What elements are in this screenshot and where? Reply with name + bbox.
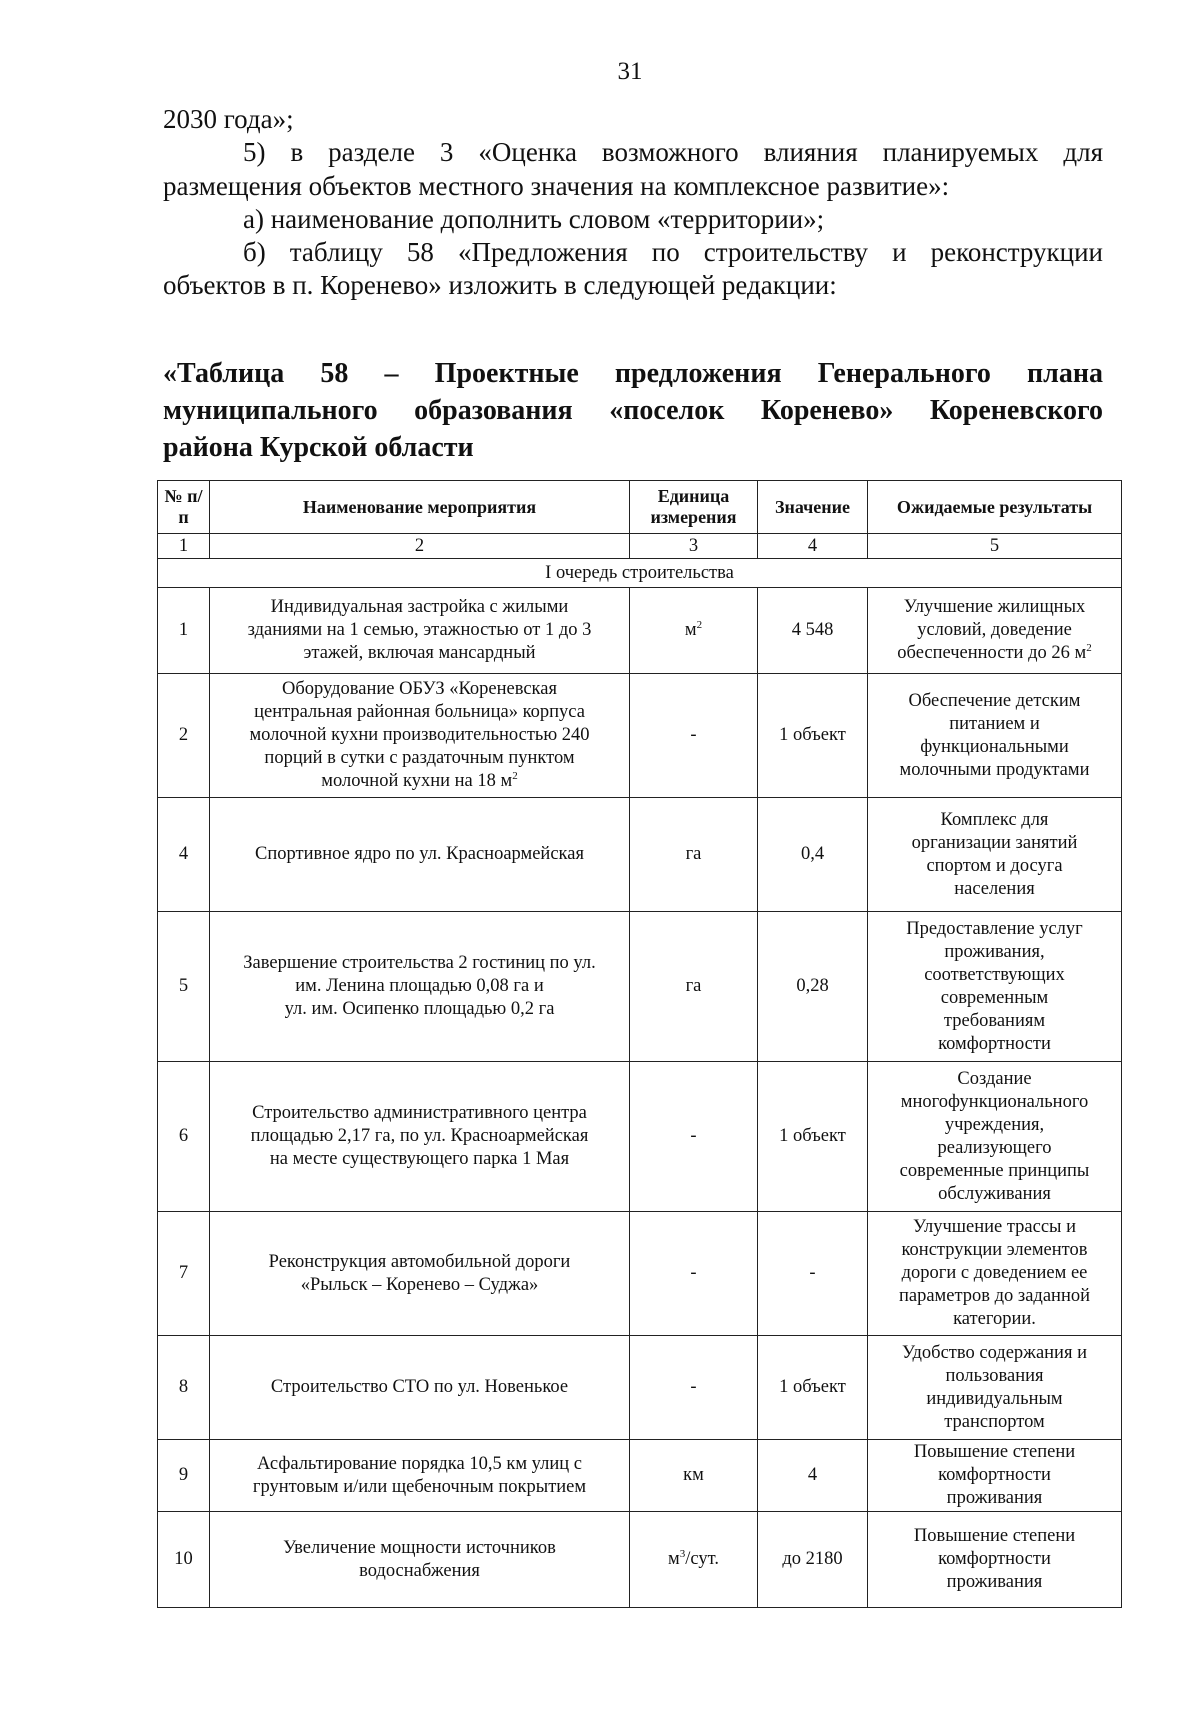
column-index-row (158, 534, 1122, 559)
row-name: Завершение строительства 2 гостиниц по ул. им. Ленина площадью 0,08 га и ул. им. Осипенко площадью 0,2 га (210, 912, 630, 1062)
row-num: 10 (158, 1512, 210, 1608)
row-result: Улучшение трассы и конструкции элементов дороги с доведением ее параметров до заданной категории. (868, 1212, 1122, 1336)
table-row (158, 1512, 1122, 1608)
table-row (158, 588, 1122, 674)
row-value: 4 548 (758, 588, 868, 674)
table-row (158, 674, 1122, 798)
table-row (158, 798, 1122, 912)
table-row (158, 1336, 1122, 1440)
row-unit: $м^2$ (630, 588, 758, 674)
row-num: 7 (158, 1212, 210, 1336)
col-index: 3 (630, 534, 758, 559)
row-num: 1 (158, 588, 210, 674)
row-name: Индивидуальная застройка с жилыми зданиями на 1 семью, этажностью от 1 до 3 этажей, включая мансардный (210, 588, 630, 674)
stage-label: I очередь строительства (158, 559, 1122, 588)
item5-line2: размещения объектов местного значения на комплексное развитие»: (163, 171, 950, 201)
table-row (158, 1212, 1122, 1336)
row-num: 9 (158, 1440, 210, 1512)
item-a: а) наименование дополнить словом «территории»; (243, 204, 825, 234)
row-num: 6 (158, 1062, 210, 1212)
header-result: Ожидаемые результаты (868, 481, 1122, 534)
row-value: 4 (758, 1440, 868, 1512)
row-value: 1 объект (758, 674, 868, 798)
table-row (158, 912, 1122, 1062)
stage-row (158, 559, 1122, 588)
header-value: Значение (758, 481, 868, 534)
item-b-line2: объектов в п. Коренево» изложить в следующей редакции: (163, 270, 837, 300)
row-name: Строительство СТО по ул. Новенькое (210, 1336, 630, 1440)
row-name: Асфальтирование порядка 10,5 км улиц с грунтовым и/или щебеночным покрытием (210, 1440, 630, 1512)
col-index: 5 (868, 534, 1122, 559)
header-unit: Единица измерения (630, 481, 758, 534)
row-result: Комплекс для организации занятий спортом и досуга населения (868, 798, 1122, 912)
proposals-table (157, 480, 1122, 1608)
row-unit: га (630, 798, 758, 912)
col-index: 4 (758, 534, 868, 559)
table-title (163, 355, 1103, 466)
item5-line1: 5) в разделе 3 «Оценка возможного влияния планируемых для (243, 137, 1103, 167)
row-unit: - (630, 674, 758, 798)
table-row (158, 1440, 1122, 1512)
row-num: 5 (158, 912, 210, 1062)
row-name: Строительство административного центра площадью 2,17 га, по ул. Красноармейская на месте существующего парка 1 Мая (210, 1062, 630, 1212)
row-unit: - (630, 1212, 758, 1336)
row-result: Повышение степени комфортности проживания (868, 1440, 1122, 1512)
row-result: Предоставление услуг проживания, соответствующих современным требованиям комфортности (868, 912, 1122, 1062)
header-name: Наименование мероприятия (210, 481, 630, 534)
row-value: до 2180 (758, 1512, 868, 1608)
header-num: № п/п (158, 481, 210, 534)
row-unit: км (630, 1440, 758, 1512)
row-unit: - (630, 1062, 758, 1212)
row-value: 0,28 (758, 912, 868, 1062)
table-title-line3: района Курской области (163, 432, 474, 463)
row-value: 1 объект (758, 1062, 868, 1212)
row-result: Повышение степени комфортности проживания (868, 1512, 1122, 1608)
row-result: Создание многофункционального учреждения, реализующего современные принципы обслуживания (868, 1062, 1122, 1212)
row-result: Удобство содержания и пользования индивидуальным транспортом (868, 1336, 1122, 1440)
row-num: 2 (158, 674, 210, 798)
page-number: 31 (617, 58, 643, 85)
row-result: Обеспечение детским питанием и функциональными молочными продуктами (868, 674, 1122, 798)
row-value: - (758, 1212, 868, 1336)
row-value: 1 объект (758, 1336, 868, 1440)
row-unit: - (630, 1336, 758, 1440)
item-b-line1: б) таблицу 58 «Предложения по строительству и реконструкции (243, 237, 1103, 267)
table-title-line1: «Таблица 58 – Проектные предложения Генерального плана (163, 358, 1103, 389)
row-name: Увеличение мощности источников водоснабжения (210, 1512, 630, 1608)
row-num: 8 (158, 1336, 210, 1440)
col-index: 2 (210, 534, 630, 559)
col-index: 1 (158, 534, 210, 559)
row-unit: га (630, 912, 758, 1062)
row-unit: $м^3$/сут. (630, 1512, 758, 1608)
row-name: Оборудование ОБУЗ «Кореневская центральная районная больница» корпуса молочной кухни производительностью 240 порций в сутки с раздаточным пунктом молочной кухни на 18 $м^2$ (210, 674, 630, 798)
row-result: Улучшение жилищных условий, доведение обеспеченности до 26 $м^2$ (868, 588, 1122, 674)
row-value: 0,4 (758, 798, 868, 912)
row-name: Спортивное ядро по ул. Красноармейская (210, 798, 630, 912)
intro-line-continuation: 2030 года»; (163, 104, 294, 134)
table-row (158, 1062, 1122, 1212)
row-num: 4 (158, 798, 210, 912)
table-title-line2: муниципального образования «поселок Коренево» Кореневского (163, 395, 1103, 426)
table-header-row (158, 481, 1122, 534)
row-name: Реконструкция автомобильной дороги «Рыльск – Коренево – Суджа» (210, 1212, 630, 1336)
